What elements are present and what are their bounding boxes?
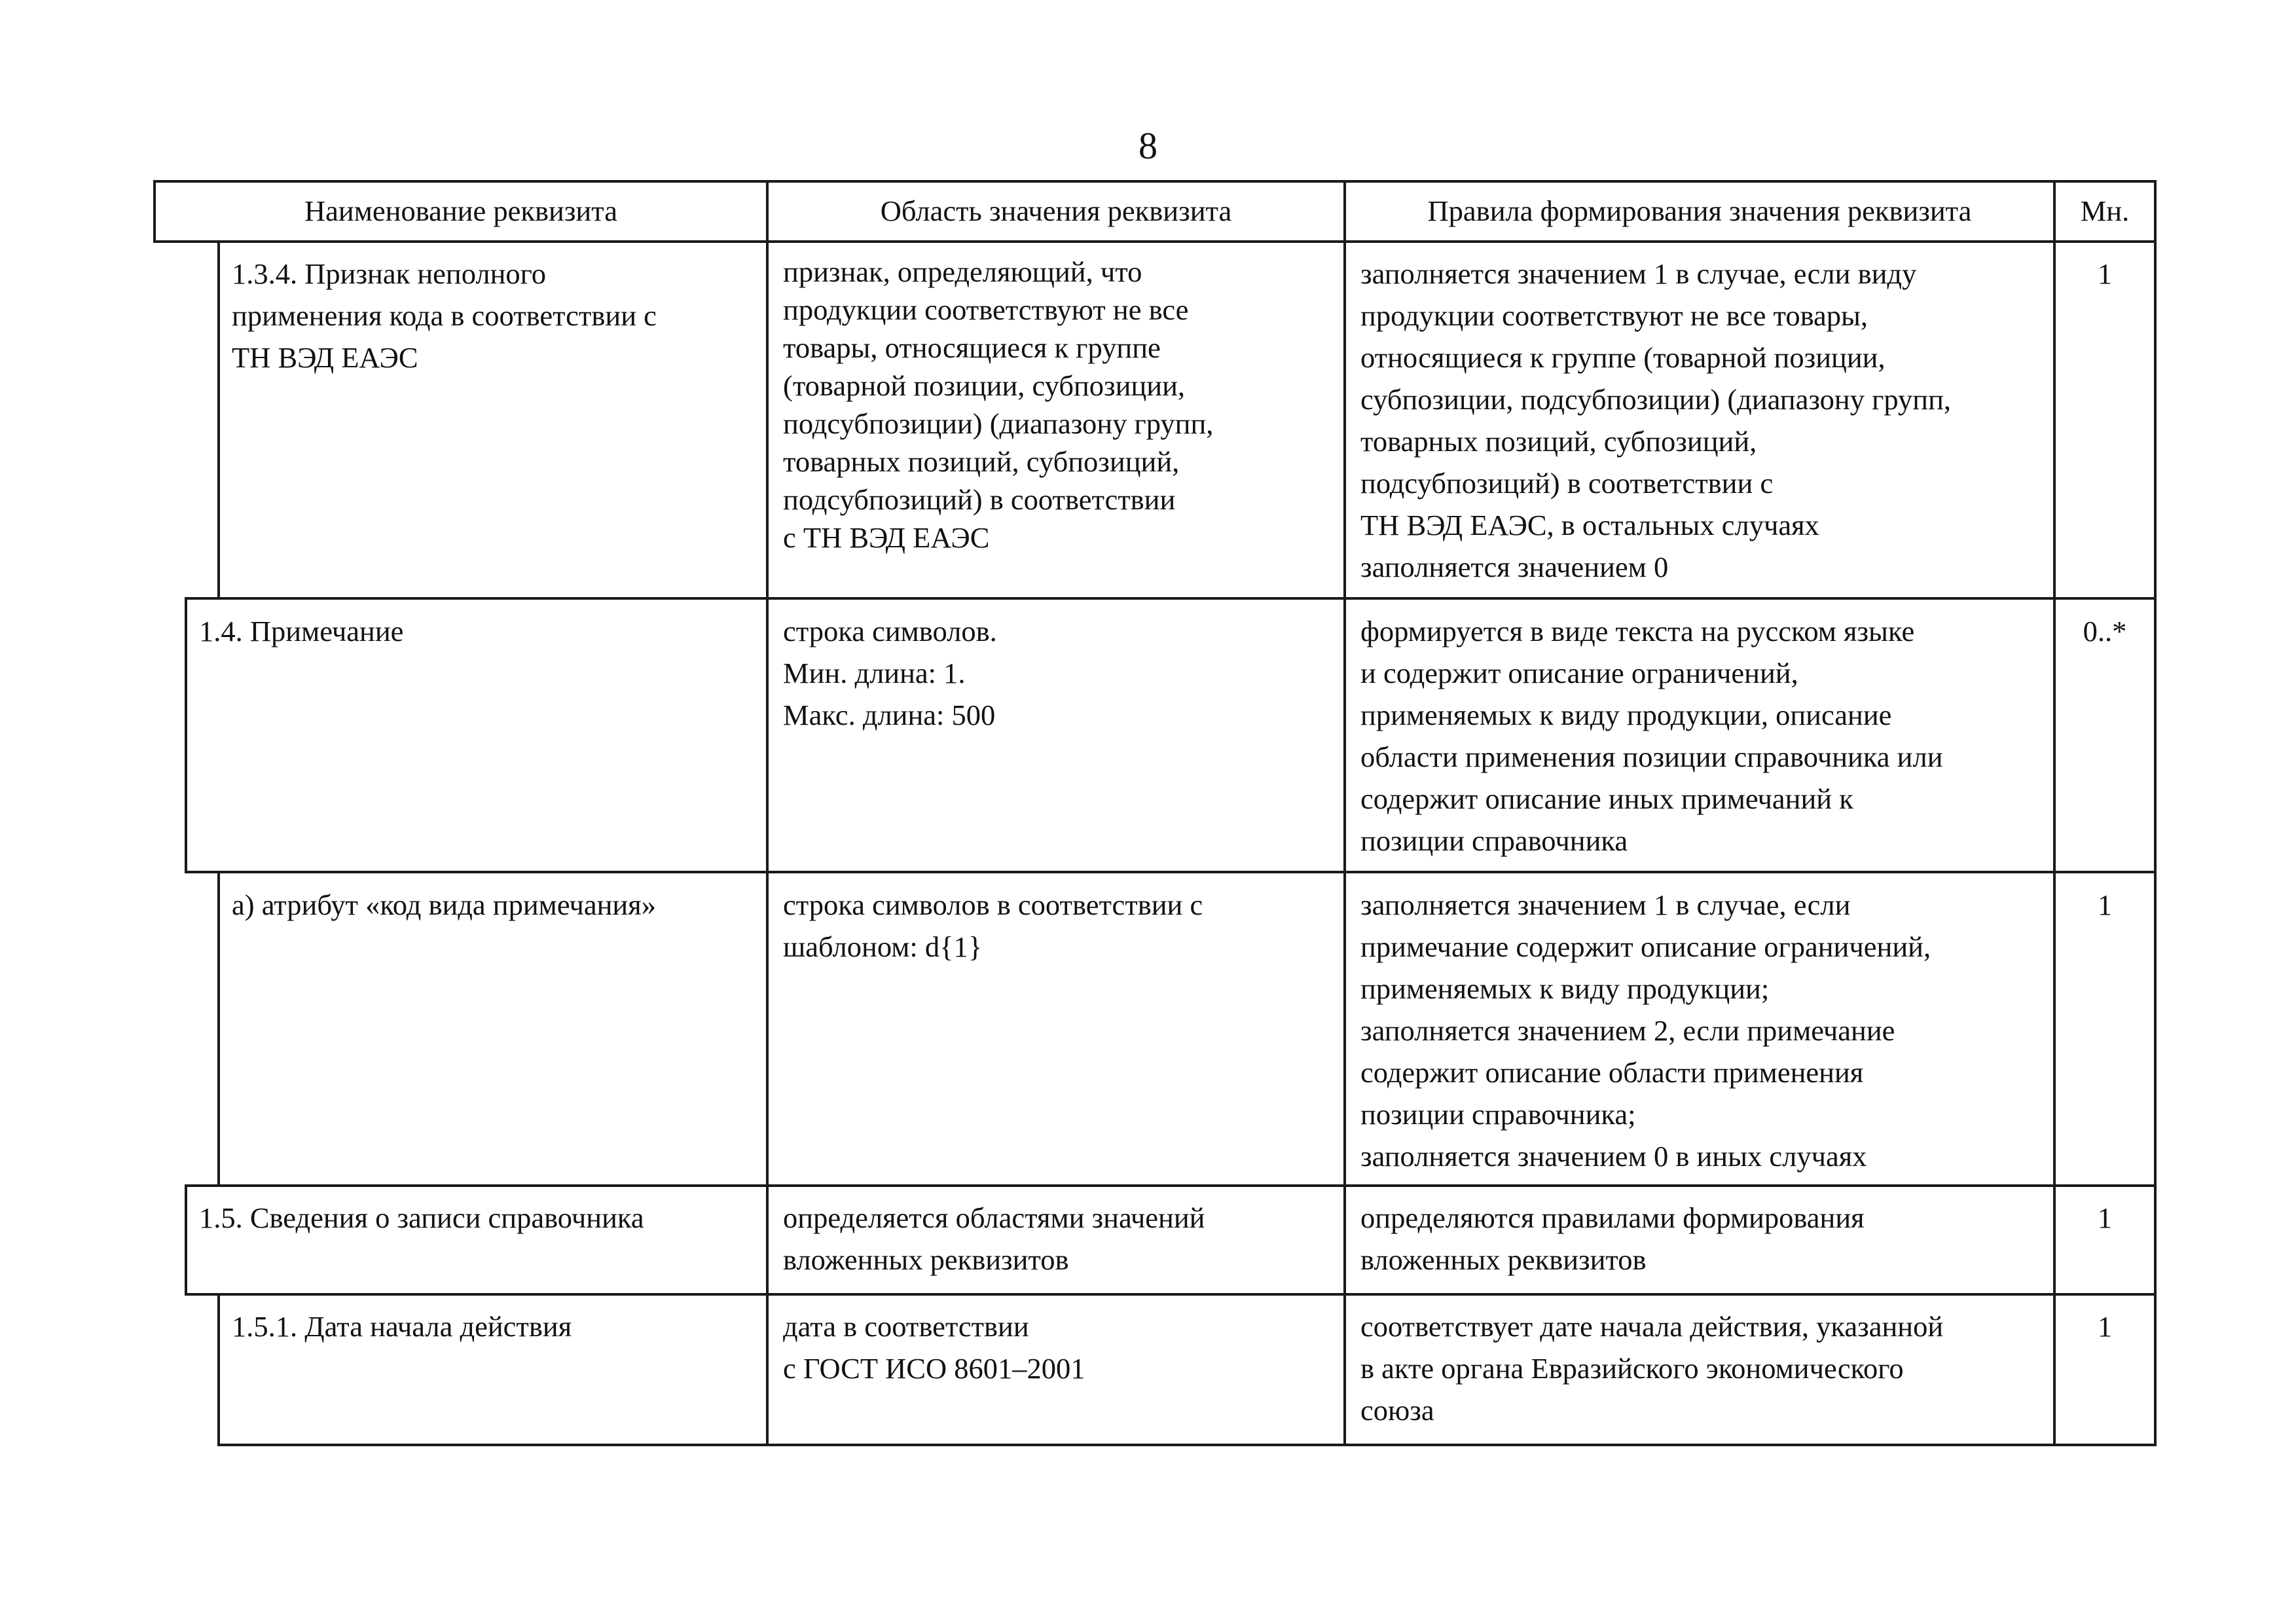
- requisite-multiplicity: 1: [2097, 257, 2113, 290]
- column-header-domain: Область значения реквизита: [880, 194, 1232, 227]
- table-rule: [766, 180, 769, 1446]
- requisite-multiplicity: 1: [2097, 1201, 2113, 1234]
- requisite-name: 1.5.1. Дата начала действия: [232, 1310, 572, 1343]
- requisite-domain: строка символов. Мин. длина: 1. Макс. длина: 500: [783, 615, 997, 731]
- table-rule: [185, 597, 187, 873]
- table-rule: [153, 240, 2157, 243]
- requisite-multiplicity: 0..*: [2083, 615, 2127, 647]
- requisite-domain: признак, определяющий, что продукции соответствуют не все товары, относящиеся к группе (товарной позиции, субпозиции, подсубпозиции) (диапазону групп, товарных позиций, субпозиций, подсубпозиций) в соответствии с ТН ВЭД ЕАЭС: [783, 255, 1214, 554]
- table-rule: [217, 1444, 2157, 1446]
- table-rule: [217, 871, 220, 1187]
- column-header-rules: Правила формирования значения реквизита: [1427, 194, 1972, 227]
- table-rule: [185, 1293, 2157, 1296]
- requisite-domain: определяется областями значений вложенных реквизитов: [783, 1201, 1205, 1276]
- table-rule: [217, 1293, 220, 1446]
- table-rule: [153, 180, 2157, 183]
- requisite-name: 1.4. Примечание: [199, 615, 404, 647]
- table-rule: [2154, 180, 2157, 1446]
- requisite-name: а) атрибут «код вида примечания»: [232, 888, 656, 921]
- requisite-rules: соответствует дате начала действия, указанной в акте органа Евразийского экономического союза: [1360, 1310, 1944, 1427]
- column-header-mult: Мн.: [2080, 194, 2130, 227]
- requisite-name: 1.3.4. Признак неполного применения кода в соответствии с ТН ВЭД ЕАЭС: [232, 257, 657, 374]
- requisite-domain: дата в соответствии с ГОСТ ИСО 8601–2001: [783, 1310, 1085, 1385]
- requisite-rules: определяются правилами формирования вложенных реквизитов: [1360, 1201, 1865, 1276]
- requisite-rules: заполняется значением 1 в случае, если примечание содержит описание ограничений, применяемых к виду продукции; заполняется значением 2, если примечание содержит описание области применения позиции справочника; заполняется значением 0 в иных случаях: [1360, 888, 1931, 1173]
- requisite-multiplicity: 1: [2097, 888, 2113, 921]
- requisite-rules: формируется в виде текста на русском языке и содержит описание ограничений, применяемых к виду продукции, описание области применения позиции справочника или содержит описание иных примечаний к позиции справочника: [1360, 615, 1943, 857]
- requisite-rules: заполняется значением 1 в случае, если виду продукции соответствуют не все товары, относящиеся к группе (товарной позиции, субпозиции, подсубпозиции) (диапазону групп, товарных позиций, субпозиций, подсубпозиций) в соответствии с ТН ВЭД ЕАЭС, в остальных случаях заполняется значением 0: [1360, 257, 1952, 583]
- requisite-name: 1.5. Сведения о записи справочника: [199, 1201, 644, 1234]
- table-rule: [217, 240, 220, 600]
- table-rule: [185, 1184, 187, 1296]
- table-rule: [185, 871, 2157, 873]
- requisite-multiplicity: 1: [2097, 1310, 2113, 1343]
- table-rule: [1343, 180, 1346, 1446]
- table-rule: [185, 1184, 2157, 1187]
- table-rule: [185, 597, 2157, 600]
- column-header-name: Наименование реквизита: [304, 194, 617, 227]
- page-number: 8: [1139, 124, 1157, 167]
- requisite-domain: строка символов в соответствии с шаблоном: d{1}: [783, 888, 1203, 963]
- table-rule: [2053, 180, 2056, 1446]
